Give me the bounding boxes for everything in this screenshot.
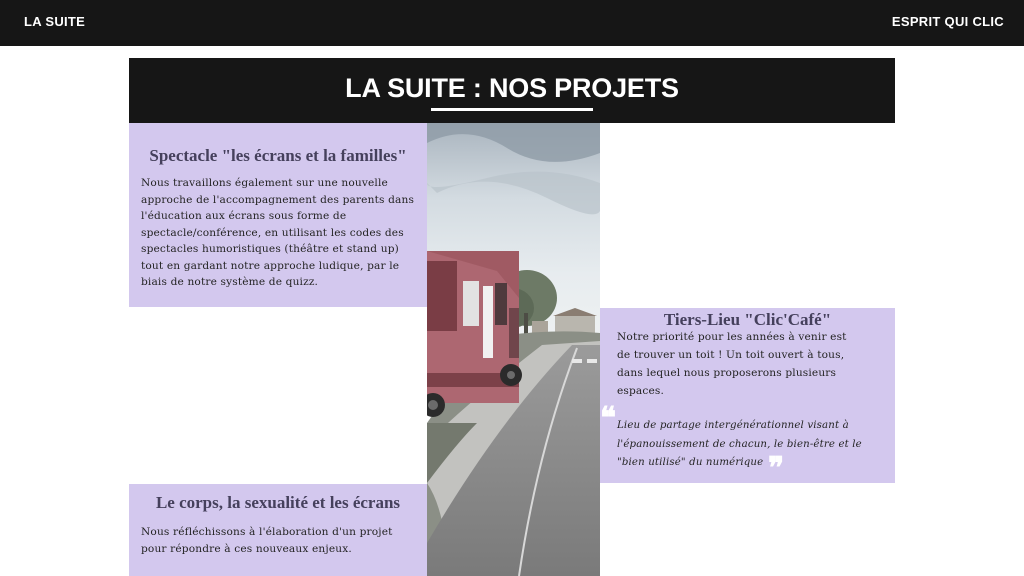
card-title: Spectacle "les écrans et la familles" xyxy=(149,146,407,165)
project-card-tiers-lieu xyxy=(600,308,895,486)
text-line: de trouver un toit ! Un toit ouvert à tous, xyxy=(617,349,845,361)
quote-line: Lieu de partage intergénérationnel visant à xyxy=(617,420,849,431)
text-line: biais de notre système de quizz. xyxy=(141,276,319,288)
text-line: l'éducation aux écrans sous forme de xyxy=(141,210,347,222)
quote-close-icon: ❞ xyxy=(768,451,785,486)
text-line: pour répondre à ces nouveaux enjeux. xyxy=(141,542,352,555)
text-line: Nous travaillons également sur une nouvelle xyxy=(141,177,388,189)
card-title: Le corps, la sexualité et les écrans xyxy=(155,493,401,512)
text-line: spectacle/conférence, en utilisant les codes des xyxy=(141,226,404,239)
card-title: Tiers-Lieu "Clic'Café" xyxy=(663,310,832,329)
page-title: LA SUITE : NOS PROJETS xyxy=(345,73,679,103)
text-line: tout en gardant notre approche ludique, par le xyxy=(141,259,400,272)
card-text xyxy=(141,175,424,291)
title-band xyxy=(129,58,895,123)
quote-text xyxy=(617,417,887,473)
quote-line: "bien utilisé" du numérique xyxy=(617,457,764,468)
text-line: Nous réfléchissons à l'élaboration d'un projet xyxy=(141,526,393,538)
card-text xyxy=(141,524,424,557)
title-underline xyxy=(431,108,593,111)
nav-link-esprit-qui-clic[interactable]: ESPRIT QUI CLIC xyxy=(891,14,1004,29)
card-text xyxy=(617,328,890,400)
photo-illustration xyxy=(427,123,600,576)
project-card-spectacle xyxy=(129,123,427,307)
quote-open-icon: ❝ xyxy=(600,401,617,436)
project-card-le-corps xyxy=(129,484,427,576)
brand-link[interactable]: LA SUITE xyxy=(24,14,86,29)
quote-line: l'épanouissement de chacun, le bien-être et le xyxy=(617,438,862,450)
top-bar xyxy=(0,0,1024,46)
text-line: spectacles humoristiques (théâtre et stand up) xyxy=(141,243,399,255)
text-line: espaces. xyxy=(617,385,665,397)
text-line: dans lequel nous proposerons plusieurs xyxy=(617,367,837,379)
text-line: approche de l'accompagnement des parents dans xyxy=(141,193,415,206)
text-line: Notre priorité pour les années à venir est xyxy=(617,331,847,343)
project-photo xyxy=(427,123,600,576)
